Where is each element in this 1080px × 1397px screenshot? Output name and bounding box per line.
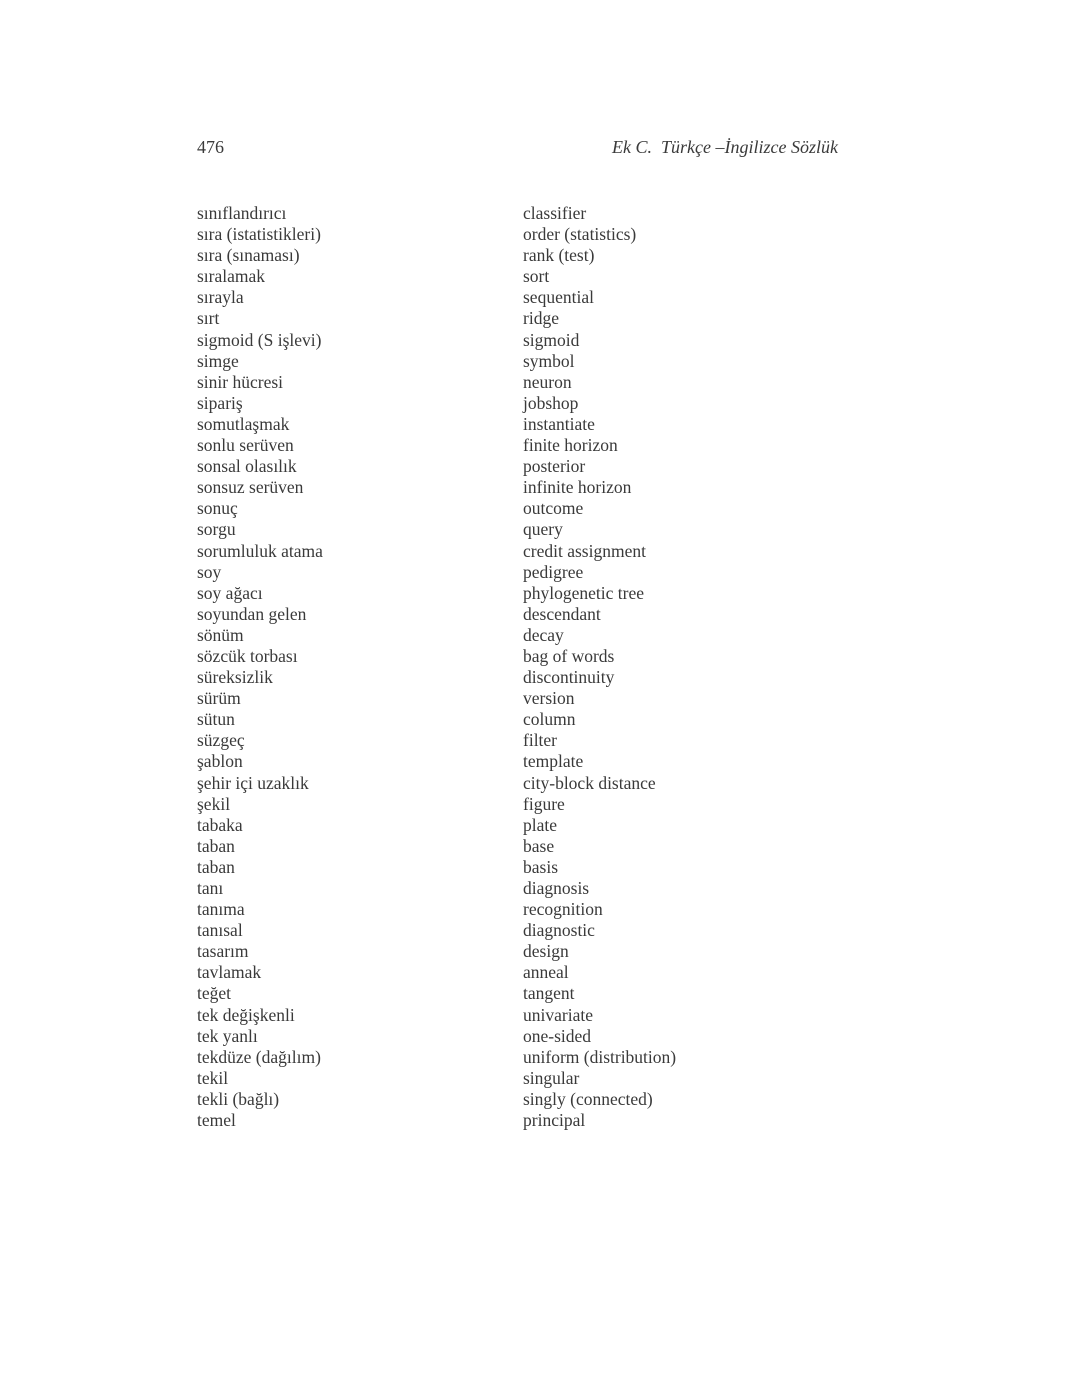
glossary-entry: [197, 836, 757, 857]
glossary-entry: [197, 983, 757, 1004]
turkish-term: tekli (bağlı): [197, 1088, 280, 1109]
turkish-term: tanısal: [197, 920, 243, 941]
turkish-term: soy ağacı: [197, 582, 263, 603]
turkish-term: sorgu: [197, 519, 236, 540]
turkish-term: sonsuz serüven: [197, 477, 304, 498]
turkish-term: sıralamak: [197, 266, 266, 287]
glossary-entry: [197, 541, 757, 562]
turkish-term: şekil: [197, 793, 231, 814]
glossary-entry: [197, 730, 757, 751]
turkish-term: teğet: [197, 983, 232, 1004]
english-term: column: [523, 709, 576, 730]
english-term: discontinuity: [523, 667, 615, 688]
turkish-term: taban: [197, 835, 235, 856]
glossary-entry: [197, 372, 757, 393]
glossary-entry: [197, 351, 757, 372]
glossary-entry: [197, 287, 757, 308]
turkish-term: tabaka: [197, 814, 243, 835]
glossary-entry: [197, 1068, 757, 1089]
glossary-entry: [197, 1026, 757, 1047]
glossary-entry: [197, 604, 757, 625]
english-term: infinite horizon: [523, 477, 632, 498]
english-term: pedigree: [523, 561, 584, 582]
glossary-entry: [197, 667, 757, 688]
english-term: tangent: [523, 983, 575, 1004]
turkish-term: sırt: [197, 308, 220, 329]
glossary-entry: [197, 899, 757, 920]
page-number: 476: [197, 137, 224, 157]
glossary-entry: [197, 414, 757, 435]
page-header: [197, 134, 838, 160]
turkish-term: tavlamak: [197, 962, 262, 983]
turkish-term: şehir içi uzaklık: [197, 772, 309, 793]
turkish-term: sonuç: [197, 498, 238, 519]
english-term: city-block distance: [523, 772, 656, 793]
glossary-entry: [197, 456, 757, 477]
turkish-term: tasarım: [197, 941, 249, 962]
english-term: recognition: [523, 899, 603, 920]
english-term: singular: [523, 1067, 580, 1088]
glossary-entry: [197, 266, 757, 287]
turkish-term: tekil: [197, 1067, 229, 1088]
glossary-entry: [197, 435, 757, 456]
glossary-entry: [197, 203, 757, 224]
glossary-entry: [197, 245, 757, 266]
running-title: Ek C. Türkçe –İngilizce Sözlük: [612, 137, 838, 157]
english-term: uniform (distribution): [523, 1046, 677, 1067]
english-term: ridge: [523, 308, 559, 329]
english-term: filter: [523, 730, 558, 751]
turkish-term: sözcük torbası: [197, 645, 298, 666]
english-term: plate: [523, 814, 558, 835]
english-term: diagnosis: [523, 878, 590, 898]
english-term: neuron: [523, 371, 572, 392]
turkish-term: tek yanlı: [197, 1025, 258, 1046]
turkish-term: tek değişkenli: [197, 1004, 295, 1025]
english-term: singly (connected): [523, 1088, 653, 1109]
turkish-term: temel: [197, 1110, 236, 1131]
glossary-entry: [197, 330, 757, 351]
turkish-term: taban: [197, 856, 235, 877]
turkish-term: soyundan gelen: [197, 603, 307, 624]
glossary-entry: [197, 393, 757, 414]
glossary-entry: [197, 1089, 757, 1110]
glossary-entry: [197, 646, 757, 667]
english-term: principal: [523, 1110, 586, 1131]
glossary-entry: [197, 857, 757, 878]
turkish-term: süzgeç: [197, 730, 245, 751]
turkish-term: sonlu serüven: [197, 435, 294, 456]
glossary-entry: [197, 583, 757, 604]
turkish-term: sipariş: [197, 392, 243, 413]
english-term: diagnostic: [523, 920, 595, 941]
glossary-entry: [197, 1005, 757, 1026]
glossary-entry: [197, 498, 757, 519]
glossary-entry: [197, 962, 757, 983]
english-term: jobshop: [523, 392, 579, 413]
turkish-term: şablon: [197, 751, 243, 772]
glossary-list: [197, 203, 757, 1131]
glossary-entry: [197, 878, 757, 899]
glossary-entry: [197, 625, 757, 646]
english-term: one-sided: [523, 1025, 592, 1046]
english-term: query: [523, 519, 563, 540]
turkish-term: soy: [197, 561, 222, 582]
turkish-term: sınıflandırıcı: [197, 203, 287, 223]
glossary-entry: [197, 815, 757, 836]
english-term: template: [523, 751, 584, 772]
turkish-term: sönüm: [197, 624, 244, 645]
turkish-term: sigmoid (S işlevi): [197, 329, 322, 350]
turkish-term: tanı: [197, 878, 224, 898]
english-term: sort: [523, 266, 550, 287]
english-term: figure: [523, 793, 565, 814]
turkish-term: sürüm: [197, 688, 241, 709]
english-term: basis: [523, 856, 558, 877]
english-term: decay: [523, 624, 564, 645]
glossary-entry: [197, 1110, 757, 1131]
english-term: sigmoid: [523, 329, 580, 350]
turkish-term: sırayla: [197, 287, 244, 308]
turkish-term: sütun: [197, 709, 235, 730]
english-term: symbol: [523, 350, 575, 371]
turkish-term: tekdüze (dağılım): [197, 1046, 321, 1067]
english-term: posterior: [523, 456, 586, 477]
glossary-entry: [197, 308, 757, 329]
glossary-entry: [197, 477, 757, 498]
english-term: rank (test): [523, 245, 595, 266]
glossary-entry: [197, 519, 757, 540]
english-term: descendant: [523, 603, 601, 624]
glossary-entry: [197, 751, 757, 772]
glossary-entry: [197, 562, 757, 583]
english-term: design: [523, 941, 569, 962]
english-term: outcome: [523, 498, 584, 519]
glossary-entry: [197, 920, 757, 941]
english-term: univariate: [523, 1004, 593, 1025]
english-term: bag of words: [523, 645, 615, 666]
turkish-term: sıra (istatistikleri): [197, 224, 321, 245]
english-term: finite horizon: [523, 435, 618, 456]
glossary-entry: [197, 941, 757, 962]
english-term: version: [523, 688, 575, 709]
turkish-term: somutlaşmak: [197, 413, 290, 434]
english-term: anneal: [523, 962, 569, 983]
english-term: classifier: [523, 203, 587, 223]
english-term: order (statistics): [523, 224, 637, 245]
glossary-entry: [197, 688, 757, 709]
glossary-entry: [197, 794, 757, 815]
turkish-term: sonsal olasılık: [197, 456, 297, 477]
english-term: phylogenetic tree: [523, 582, 644, 603]
turkish-term: sıra (sınaması): [197, 245, 300, 266]
english-term: sequential: [523, 287, 594, 308]
english-term: base: [523, 835, 555, 856]
turkish-term: simge: [197, 350, 239, 371]
turkish-term: sinir hücresi: [197, 371, 284, 392]
glossary-entry: [197, 1047, 757, 1068]
turkish-term: sorumluluk atama: [197, 540, 323, 561]
glossary-entry: [197, 224, 757, 245]
turkish-term: süreksizlik: [197, 667, 273, 688]
turkish-term: tanıma: [197, 899, 245, 920]
english-term: instantiate: [523, 413, 595, 434]
english-term: credit assignment: [523, 540, 646, 561]
glossary-entry: [197, 709, 757, 730]
glossary-entry: [197, 773, 757, 794]
